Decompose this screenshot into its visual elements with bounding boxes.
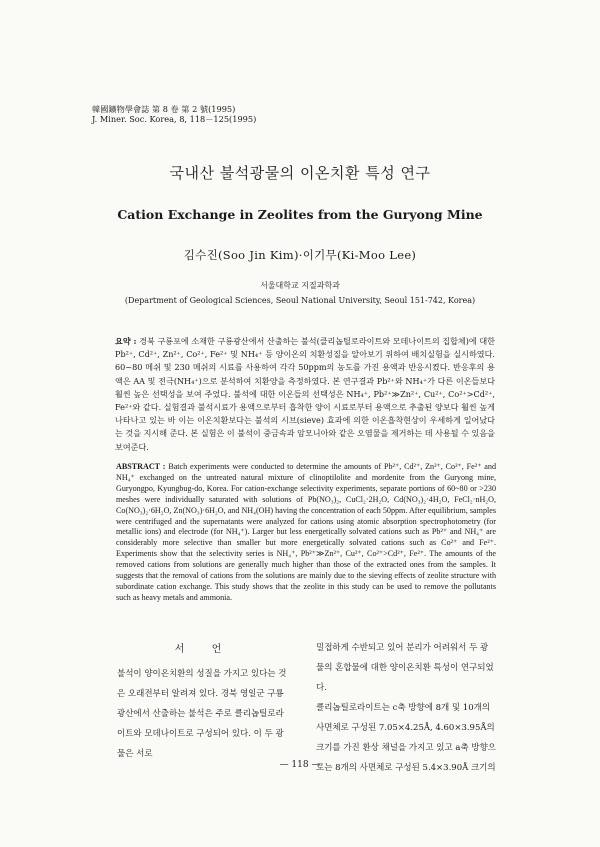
authors: 김수진(Soo Jin Kim)·이기무(Ki-Moo Lee) — [183, 248, 417, 262]
abstract-korean-text: 경북 구룡포에 소재한 구룡광산에서 산출하는 불석(클리놉틸로라이트와 모데나이트의 집합체)에 대한 Pb²⁺, Cd²⁺, Zn²⁺, Co²⁺, Fe²⁺ 및 NH₄⁺ 등 양이온의 치환성질을 알아보기 위하여 배치실험을 실시하였다. 60~80 메쉬 및 230 메쉬의 시료를 사용하여 각각 50ppm의 농도를 가진 용액과 반응시켰다. 반응후의 용액은 AA 및 전극(NH₄⁺)으로 분석하여 치환양을 측정하였다. 본 연구결과 Pb²⁺와 NH₄⁺가 다른 이온들보다 훨씬 높은 선택성을 보여 주었다. 불석에 대한 이온들의 선택성은 NH₄⁺, Pb²⁺≫Zn²⁺, Cu²⁺, Co²⁺>Cd²⁺, Fe²⁺와 같다. 실험결과 불석시료가 용액으로부터 흡착한 양이 시료로부터 용액으로 추출된 양보다 훨씬 높게 나타나고 있는 바 이는 이온치환보다는 불석의 시브(sieve) 효과에 의한 이온흡착현상이 우세하게 일어났다는 것을 지시해 준다. 본 실험은 이 불석이 중금속과 암모니아와 같은 오염물을 제거하는 데 사용될 수 있음을 보여준다. — [115, 336, 496, 452]
body-paragraph: 밀접하게 수반되고 있어 분리가 어려워서 두 광물의 혼합물에 대한 양이온치환 특성이 연구되었다. — [316, 643, 494, 693]
title-korean: 국내산 불석광물의 이온치환 특성 연구 — [169, 164, 431, 182]
section-heading-introduction: 서 언 — [174, 644, 234, 655]
body-right-column — [316, 638, 496, 778]
journal-header — [92, 104, 256, 124]
affiliation-korean: 서울대학교 지질과학과 — [260, 281, 340, 290]
abstract-korean — [115, 335, 495, 454]
body-paragraph: 클리놉틸로라이트는 c축 방향에 8개 및 10개의 사면체로 구성된 7.05×4.25Å, 4.60×3.95Å의 크기를 가진 환상 채널을 가지고 있고 a축 방향으로는 8개의 사면체로 구성된 5.4×3.90Å 크기의 — [316, 703, 496, 773]
journal-citation-korean: 韓國鑛物學會誌 第 8 卷 第 2 號(1995) — [92, 104, 236, 114]
body-left-column — [117, 640, 291, 764]
abstract-korean-label: 요약 : — [115, 336, 137, 346]
page-number: — 118 — — [279, 760, 321, 770]
journal-citation-english: J. Miner. Soc. Korea, 8, 118－125(1995) — [92, 114, 257, 124]
abstract-english-label: ABSTRACT : — [116, 462, 166, 471]
title-english: Cation Exchange in Zeolites from the Guryong Mine — [117, 207, 483, 222]
body-paragraph: 불석이 양이온치환의 성질을 가지고 있다는 것은 오래전부터 알려져 있다. 경북 영일군 구룡광산에서 산출하는 불석은 주로 클리놉틸로라이트와 모데나이트로 구성되어 있다. 이 두 광물은 서로 — [117, 669, 287, 759]
abstract-english — [116, 462, 496, 604]
abstract-english-text: Batch experiments were conducted to determine the amounts of Pb²⁺, Cd²⁺, Zn²⁺, Co²⁺, Fe²⁺ and NH₄⁺ exchanged on the untreated natural mixture of clinoptilolite and mordenite from the Guryong mine, Guryongpo, Kyungbug-do, Korea. For cation-exchange selectivity experiments, separate portions of 60~80 or >230 meshes were individually saturated with solutions of Pb(NO₃)₂, CuCl₂·2H₂O, Cd(NO₃)₂·4H₂O, FeCl₂·nH₂O, Co(NO₃)₂·6H₂O, Zn(NO₃)·6H₂O, and NH₄(OH) having the concentration of each 50ppm. After equilibrium, samples were centrifuged and the supernatants were analyzed for cations using atomic absorption spectrophotometry (for metallic ions) and electrode (for NH₄⁺). Larger but less energetically solvated cations such as Pb²⁺ and NH₄⁺ are considerably more selective than smaller but more energetically solvated cations such as Co²⁺ and Fe²⁺. Experiments show that the selectivity series is NH₄⁺, Pb²⁺≫Zn²⁺, Cu²⁺, Co²⁺>Cd²⁺, Fe²⁺. The amounts of the removed cations from solutions are generally much higher than those of the extracted ones from the samples. It suggests that the removal of cations from the solutions are mainly due to the sieving effects of zeolite structure with subordinate cation exchange. This study shows that the zeolite in this study can be used to remove the pollutants such as heavy metals and ammonia. — [116, 462, 496, 602]
affiliation-english: (Department of Geological Sciences, Seoul National University, Seoul 151-742, Korea) — [124, 296, 476, 305]
